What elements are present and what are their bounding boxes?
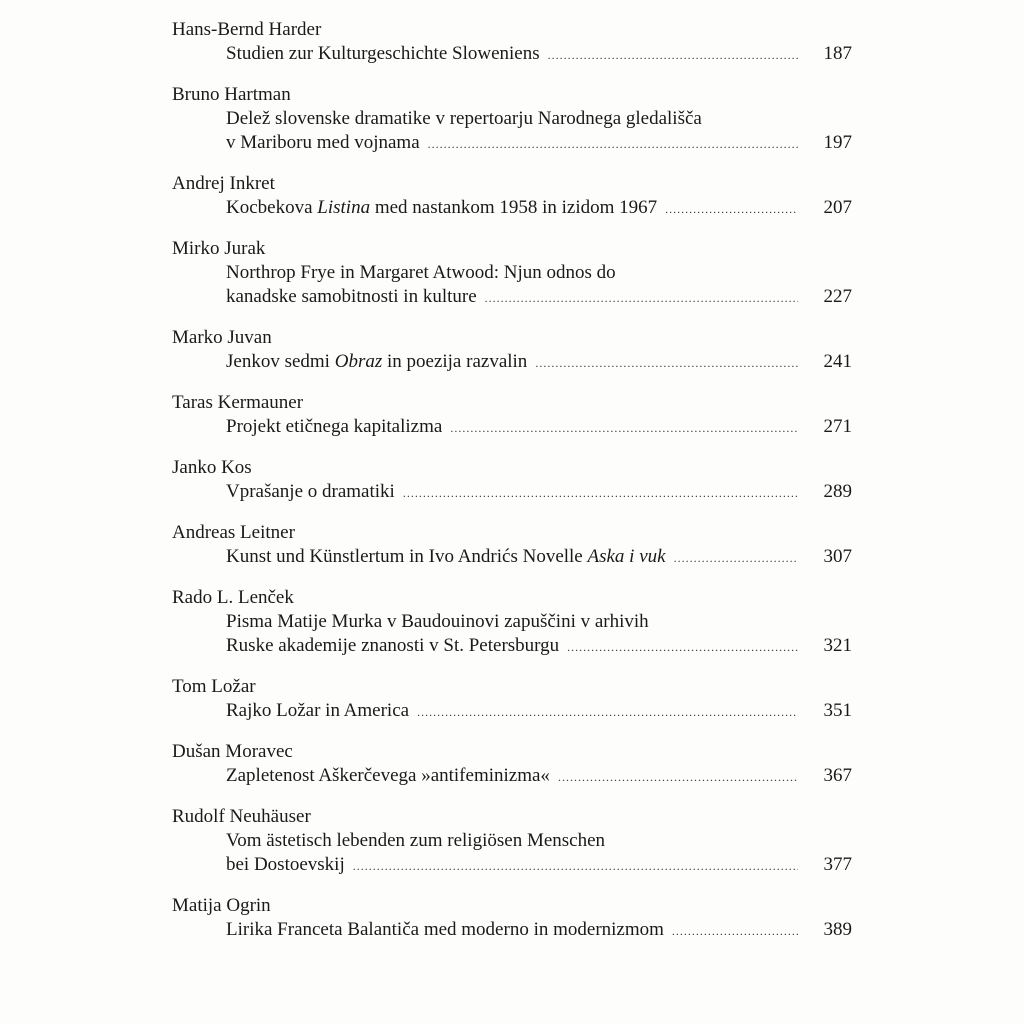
title-text-segment: med nastankom 1958 in izidom 1967 xyxy=(370,197,658,218)
title-text-segment: Studien zur Kulturgeschichte Sloweniens xyxy=(226,43,540,64)
title-line xyxy=(226,610,852,634)
italic-title-segment: Obraz xyxy=(334,351,383,372)
entry-author: Rado L. Lenček xyxy=(172,587,294,608)
dot-leader xyxy=(428,132,798,156)
title-text xyxy=(226,42,540,66)
page-number: 321 xyxy=(823,635,852,656)
page-number: 271 xyxy=(823,416,852,437)
italic-title-segment: Aska i vuk xyxy=(587,546,666,567)
title-text-segment: Rajko Ložar in America xyxy=(226,700,410,721)
dot-leader xyxy=(417,700,798,724)
title-text xyxy=(226,853,345,877)
title-text-segment: in poezija razvalin xyxy=(382,351,528,372)
entry-author: Andrej Inkret xyxy=(172,173,275,194)
title-line xyxy=(226,634,852,658)
title-text-segment: bei Dostoevskij xyxy=(226,854,345,875)
entry-title xyxy=(172,610,852,658)
dot-leader xyxy=(485,286,798,310)
page-number: 197 xyxy=(823,132,852,153)
page-number: 377 xyxy=(823,854,852,875)
page-number: 351 xyxy=(823,700,852,721)
dot-leader xyxy=(535,351,798,375)
page-number: 367 xyxy=(823,765,852,786)
page-number: 307 xyxy=(823,546,852,567)
dot-leader xyxy=(558,765,798,789)
title-text-segment: v Mariboru med vojnama xyxy=(226,132,420,153)
title-text xyxy=(226,262,616,283)
title-line xyxy=(226,480,852,504)
entry-title xyxy=(172,415,852,439)
title-text-segment: Kunst und Künstlertum in Ivo Andrićs Novelle xyxy=(226,546,588,567)
title-text xyxy=(226,830,605,851)
entry-author: Andreas Leitner xyxy=(172,522,295,543)
title-line xyxy=(226,285,852,309)
title-line xyxy=(226,853,852,877)
title-text-segment: kanadske samobitnosti in kulture xyxy=(226,286,477,307)
entry-title xyxy=(172,918,852,942)
page-number: 187 xyxy=(823,43,852,64)
toc-entry xyxy=(172,675,852,723)
toc-entry xyxy=(172,172,852,220)
title-text-segment: Delež slovenske dramatike v repertoarju Narodnega gledališča xyxy=(226,108,702,129)
table-of-contents xyxy=(172,18,852,959)
entry-title xyxy=(172,829,852,877)
toc-entry xyxy=(172,456,852,504)
dot-leader xyxy=(450,416,798,440)
entry-title xyxy=(172,42,852,66)
title-text-segment: Lirika Franceta Balantiča med moderno in modernizmom xyxy=(226,919,664,940)
title-text-segment: Zapletenost Aškerčevega »antifeminizma« xyxy=(226,765,550,786)
title-line xyxy=(226,415,852,439)
toc-entry xyxy=(172,740,852,788)
title-text xyxy=(226,699,409,723)
title-line xyxy=(226,131,852,155)
toc-entry xyxy=(172,237,852,309)
title-line xyxy=(226,107,852,131)
title-text xyxy=(226,918,664,942)
italic-title-segment: Listina xyxy=(317,197,371,218)
entry-title xyxy=(172,480,852,504)
title-text xyxy=(226,131,420,155)
entry-title xyxy=(172,196,852,220)
entry-author: Tom Ložar xyxy=(172,676,256,697)
page-number: 207 xyxy=(823,197,852,218)
page-number: 227 xyxy=(823,286,852,307)
title-text xyxy=(226,415,442,439)
entry-title xyxy=(172,107,852,155)
title-line xyxy=(226,918,852,942)
entry-author: Hans-Bernd Harder xyxy=(172,19,322,40)
toc-entry xyxy=(172,805,852,877)
title-line xyxy=(226,261,852,285)
title-line xyxy=(226,350,852,374)
toc-entry xyxy=(172,83,852,155)
page-number: 389 xyxy=(823,919,852,940)
entry-author: Mirko Jurak xyxy=(172,238,266,259)
title-text-segment: Vprašanje o dramatiki xyxy=(226,481,395,502)
entry-author: Matija Ogrin xyxy=(172,895,271,916)
title-text xyxy=(226,545,666,569)
entry-author: Taras Kermauner xyxy=(172,392,304,413)
title-text xyxy=(226,196,657,220)
dot-leader xyxy=(672,919,798,943)
title-text xyxy=(226,764,550,788)
entry-title xyxy=(172,699,852,723)
title-text-segment: Ruske akademije znanosti v St. Petersburgu xyxy=(226,635,560,656)
dot-leader xyxy=(665,197,798,221)
entry-title xyxy=(172,261,852,309)
page-number: 241 xyxy=(823,351,852,372)
title-line xyxy=(226,699,852,723)
toc-entry xyxy=(172,391,852,439)
dot-leader xyxy=(674,546,798,570)
entry-author: Bruno Hartman xyxy=(172,84,291,105)
title-line xyxy=(226,829,852,853)
entry-title xyxy=(172,545,852,569)
title-text xyxy=(226,480,395,504)
dot-leader xyxy=(567,635,798,659)
dot-leader xyxy=(353,854,798,878)
entry-author: Marko Juvan xyxy=(172,327,272,348)
toc-entry xyxy=(172,894,852,942)
dot-leader xyxy=(403,481,798,505)
toc-entry xyxy=(172,521,852,569)
title-text xyxy=(226,350,527,374)
title-line xyxy=(226,545,852,569)
title-text-segment: Jenkov sedmi xyxy=(226,351,335,372)
title-text-segment: Kocbekova xyxy=(226,197,318,218)
title-text-segment: Northrop Frye in Margaret Atwood: Njun odnos do xyxy=(226,262,616,283)
dot-leader xyxy=(548,43,798,67)
title-text-segment: Pisma Matije Murka v Baudouinovi zapuščini v arhivih xyxy=(226,611,649,632)
toc-entry xyxy=(172,18,852,66)
entry-author: Rudolf Neuhäuser xyxy=(172,806,311,827)
title-text xyxy=(226,285,477,309)
entry-title xyxy=(172,764,852,788)
entry-author: Dušan Moravec xyxy=(172,741,293,762)
page-number: 289 xyxy=(823,481,852,502)
entry-title xyxy=(172,350,852,374)
title-text xyxy=(226,108,702,129)
title-line xyxy=(226,42,852,66)
title-text-segment: Projekt etičnega kapitalizma xyxy=(226,416,443,437)
title-line xyxy=(226,764,852,788)
title-text-segment: Vom ästetisch lebenden zum religiösen Menschen xyxy=(226,830,606,851)
toc-entry xyxy=(172,326,852,374)
title-text xyxy=(226,611,649,632)
entry-author: Janko Kos xyxy=(172,457,252,478)
toc-entry xyxy=(172,586,852,658)
title-text xyxy=(226,634,559,658)
title-line xyxy=(226,196,852,220)
